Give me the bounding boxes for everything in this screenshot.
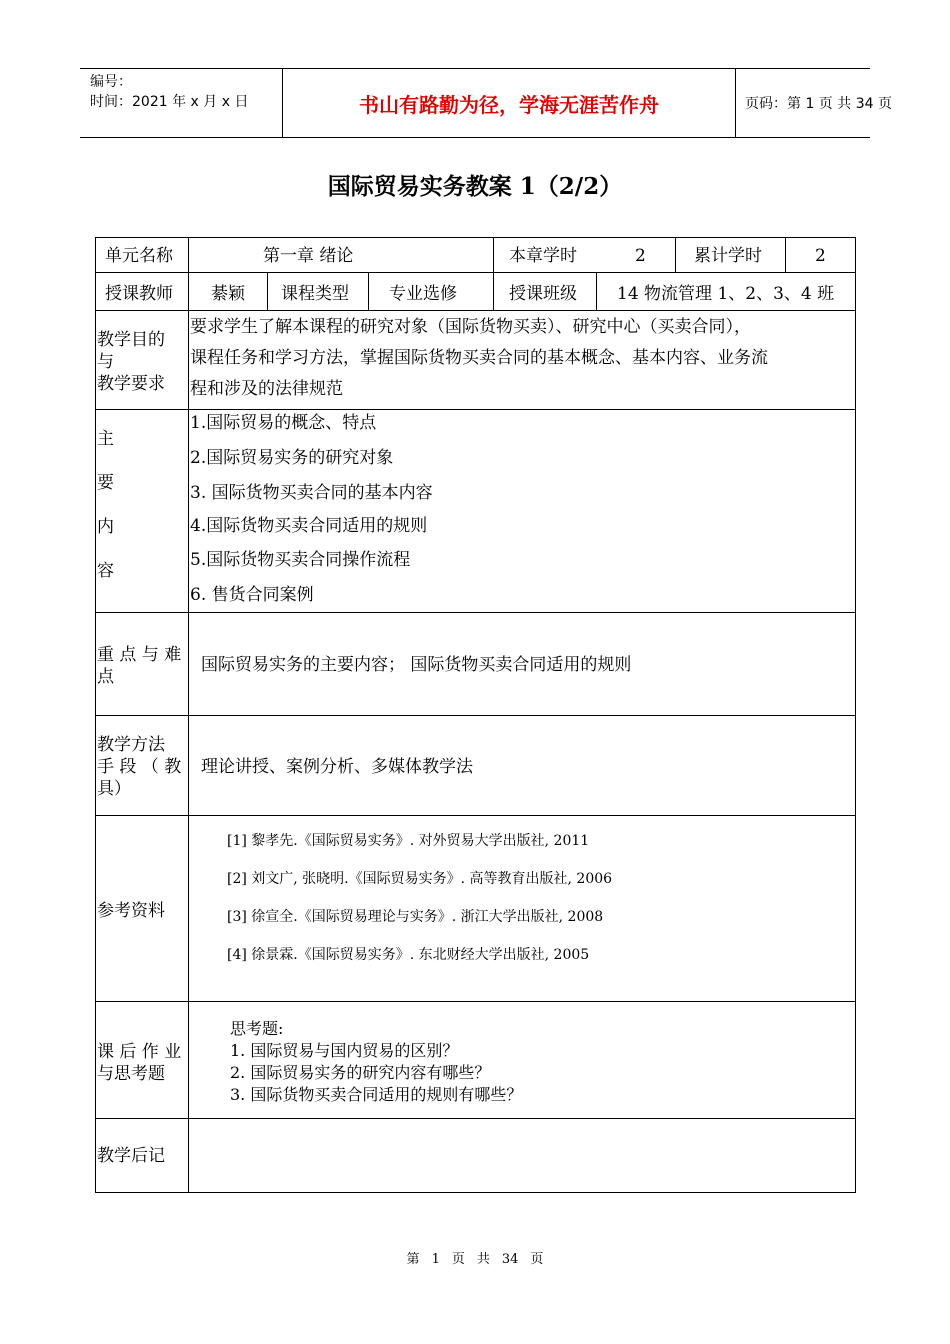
homework-item: 3. 国际货物买卖合同适用的规则有哪些？ bbox=[230, 1085, 523, 1104]
goal-text-line: 要求学生了解本课程的研究对象（国际货物买卖）、研究中心（买卖合同）， bbox=[190, 317, 751, 337]
table-rule bbox=[855, 237, 856, 1193]
goal-label-line: 教学要求 bbox=[97, 374, 165, 394]
table-rule bbox=[785, 237, 786, 273]
footer-part: 共 bbox=[476, 1252, 490, 1267]
footer-part: 1 bbox=[431, 1252, 440, 1267]
table-rule bbox=[95, 1118, 856, 1119]
goal-text-line: 课程任务和学习方法，掌握国际货物买卖合同的基本概念、基本内容、业务流 bbox=[190, 348, 768, 368]
chapter-hours-label: 本章学时 bbox=[509, 246, 577, 266]
table-rule bbox=[596, 272, 597, 311]
table-rule bbox=[95, 409, 856, 410]
reference-item: [3] 徐宣全.《国际贸易理论与实务》. 浙江大学出版社, 2008 bbox=[227, 909, 604, 925]
total-hours-value: 2 bbox=[815, 246, 826, 266]
key-points-value: 国际贸易实务的主要内容； 国际货物买卖合同适用的规则 bbox=[201, 655, 632, 675]
table-rule bbox=[267, 272, 268, 311]
table-rule bbox=[95, 1001, 856, 1002]
homework-label-line: 与思考题 bbox=[97, 1064, 165, 1084]
table-rule bbox=[95, 815, 856, 816]
method-label bbox=[97, 734, 189, 800]
content-item: 4.国际货物买卖合同适用的规则 bbox=[190, 516, 428, 536]
document-title: 国际贸易实务教案 1（2/2） bbox=[327, 173, 623, 200]
table-rule bbox=[95, 310, 856, 311]
content-item: 6. 售货合同案例 bbox=[190, 585, 314, 605]
table-rule bbox=[675, 237, 676, 273]
content-label-char: 内 bbox=[97, 517, 114, 537]
footer-part: 页 bbox=[451, 1252, 465, 1267]
reference-item: [4] 徐景霖.《国际贸易实务》. 东北财经大学出版社, 2005 bbox=[227, 947, 590, 963]
motto: 书山有路勤为径，学海无涯苦作舟 bbox=[282, 69, 736, 137]
serial-label: 编号： bbox=[90, 74, 132, 90]
total-hours-label: 累计学时 bbox=[694, 246, 762, 266]
course-type-label: 课程类型 bbox=[281, 284, 349, 304]
unit-name-value: 第一章 绪论 bbox=[263, 246, 354, 266]
table-rule bbox=[95, 612, 856, 613]
homework-title: 思考题: bbox=[230, 1019, 284, 1038]
notes-label: 教学后记 bbox=[97, 1146, 165, 1166]
goal-label bbox=[97, 329, 187, 395]
goal-text-line: 程和涉及的法律规范 bbox=[190, 379, 343, 399]
date-text: 时间：2021 年 x 月 x 日 bbox=[90, 94, 249, 110]
header-meta bbox=[80, 69, 282, 137]
content-label-char: 容 bbox=[97, 561, 114, 581]
footer-part: 第 bbox=[406, 1252, 420, 1267]
key-label-line: 重 点 与 难 bbox=[97, 645, 182, 665]
chapter-hours-value: 2 bbox=[635, 246, 646, 266]
footer-part: 页 bbox=[530, 1252, 544, 1267]
table-rule bbox=[368, 272, 369, 311]
key-points-label bbox=[97, 644, 189, 688]
table-rule bbox=[493, 237, 494, 311]
content-label-char: 主 bbox=[97, 429, 114, 449]
class-value: 14 物流管理 1、2、3、4 班 bbox=[617, 284, 835, 304]
header-band bbox=[80, 68, 892, 138]
footer-part: 34 bbox=[501, 1252, 519, 1267]
references-label: 参考资料 bbox=[97, 901, 165, 921]
method-label-line: 具） bbox=[97, 779, 131, 799]
unit-name-label: 单元名称 bbox=[105, 246, 173, 266]
content-item: 3. 国际货物买卖合同的基本内容 bbox=[190, 483, 433, 503]
reference-item: [2] 刘文广, 张晓明.《国际贸易实务》. 高等教育出版社, 2006 bbox=[227, 871, 613, 887]
course-type-value: 专业选修 bbox=[389, 284, 457, 304]
method-label-line: 手 段 （ 教 bbox=[97, 757, 182, 777]
page-footer bbox=[0, 1248, 950, 1267]
table-rule bbox=[95, 1192, 856, 1193]
page-indicator: 页码：第 1 页 共 34 页 bbox=[745, 96, 892, 112]
table-rule bbox=[95, 715, 856, 716]
homework-label bbox=[97, 1041, 189, 1085]
goal-label-line: 与 bbox=[97, 352, 114, 372]
content-item: 2.国际贸易实务的研究对象 bbox=[190, 448, 394, 468]
content-label-char: 要 bbox=[97, 473, 114, 493]
key-label-line: 点 bbox=[97, 667, 114, 687]
content-item: 5.国际货物买卖合同操作流程 bbox=[190, 550, 411, 570]
content-item: 1.国际贸易的概念、特点 bbox=[190, 413, 377, 433]
table-rule bbox=[95, 272, 856, 273]
homework-item: 1. 国际贸易与国内贸易的区别？ bbox=[230, 1041, 459, 1060]
goal-label-line: 教学目的 bbox=[97, 330, 165, 350]
teacher-value: 綦颖 bbox=[211, 284, 245, 304]
table-rule bbox=[95, 237, 856, 238]
lesson-plan-table bbox=[95, 237, 856, 1193]
method-label-line: 教学方法 bbox=[97, 735, 165, 755]
table-rule bbox=[95, 237, 96, 1193]
homework-item: 2. 国际贸易实务的研究内容有哪些？ bbox=[230, 1063, 491, 1082]
reference-item: [1] 黎孝先.《国际贸易实务》. 对外贸易大学出版社, 2011 bbox=[227, 833, 590, 849]
homework-label-line: 课 后 作 业 bbox=[97, 1042, 182, 1062]
method-value: 理论讲授、案例分析、多媒体教学法 bbox=[201, 757, 473, 777]
teacher-label: 授课教师 bbox=[105, 284, 173, 304]
class-label: 授课班级 bbox=[509, 284, 577, 304]
